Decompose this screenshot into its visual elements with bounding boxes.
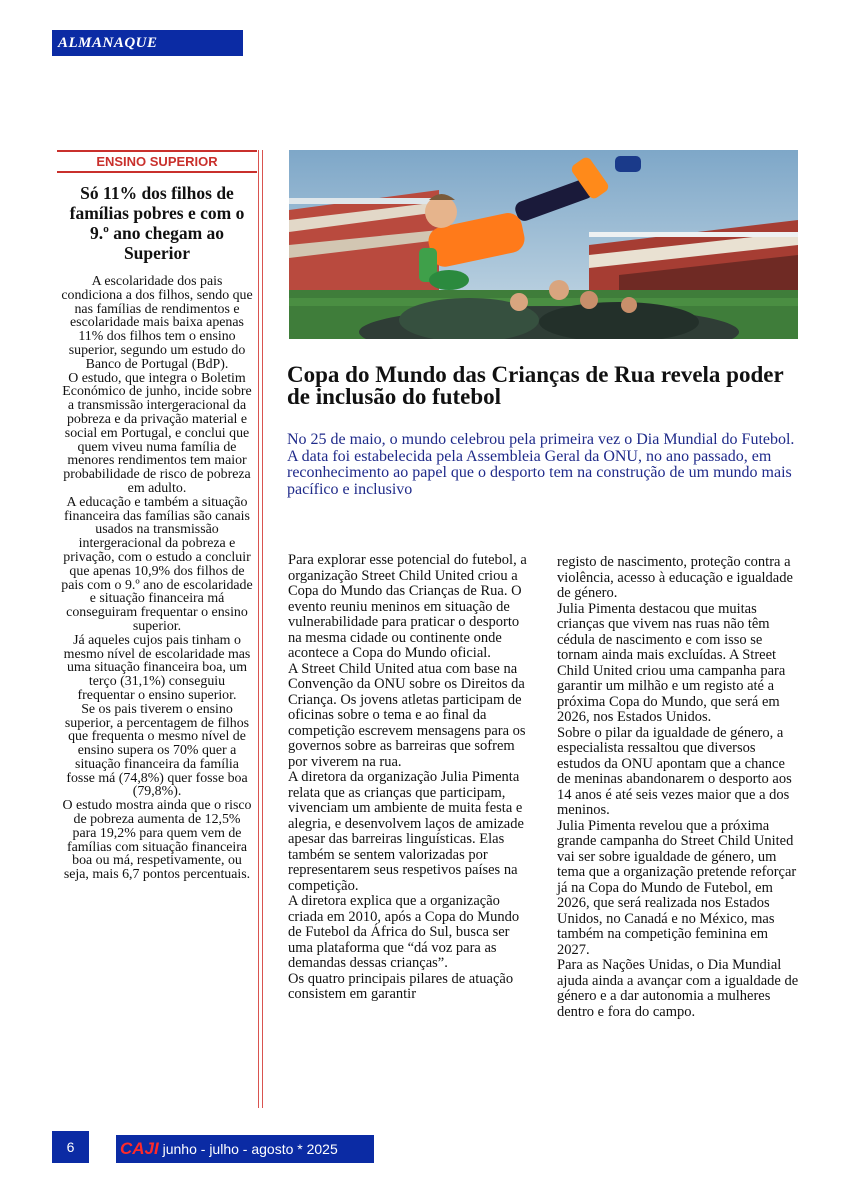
article-paragraph: Para as Nações Unidas, o Dia Mundial ajuda ainda a avançar com a igualdade de género e a dar autonomia a mulheres dentro e fora do campo.: [557, 957, 799, 1020]
page-number: 6: [52, 1131, 89, 1163]
footer-issue: junho - julho - agosto * 2025: [162, 1141, 338, 1157]
article-lead: No 25 de maio, o mundo celebrou pela primeira vez o Dia Mundial do Futebol. A data foi estabelecida pela Assembleia Geral da ONU, no ano passado, em reconhecimento ao papel que o desporto tem na construção de um mundo mais pacífico e inclusivo: [287, 431, 795, 498]
article-paragraph: Os quatro principais pilares de atuação consistem em garantir: [288, 970, 514, 1002]
article-paragraph: registo de nascimento, proteção contra a violência, acesso à educação e igualdade de género.: [557, 554, 793, 601]
article-paragraph: A diretora da organização Julia Pimenta relata que as crianças que participam, vivenciam um ambiente de muita festa e alegria, e desenvolvem laços de amizade apesar das barreiras linguísticas. Elas também se sentem valorizadas por representarem seus respetivos países na competição.: [288, 769, 524, 894]
sidebar-kicker: ENSINO SUPERIOR: [57, 150, 257, 173]
sidebar-body: [57, 275, 257, 882]
sidebar-paragraph: O estudo mostra ainda que o risco de pobreza aumenta de 12,5% para 19,2% para quem vem de famílias com situação financeira boa ou má, respetivamente, ou seja, mais 6,7 pontos percentuais.: [62, 798, 252, 883]
sidebar-paragraph: A educação e também a situação financeira das famílias são canais usados na transmissão intergeracional da pobreza e privação, com o estudo a concluir que apenas 10,9% dos filhos de pais com o 9.º ano de escolaridade e situação financeira má conseguiram frequentar o ensino superior.: [61, 494, 253, 634]
article-paragraph: Julia Pimenta destacou que muitas crianças que vivem nas ruas não têm cédula de nascimento e com isso se tornam ainda mais excluídas. A Street Child United criou uma campanha para garantir um milhão e um registo até a próxima Copa do Mundo, que será em 2026, nos Estados Unidos.: [557, 600, 786, 725]
sidebar-article: [57, 150, 257, 1108]
footer-issue-bar: [116, 1135, 374, 1163]
article-paragraph: Julia Pimenta revelou que a próxima grande campanha do Street Child United vai ser sobre igualdade de género, um tema que a organização pretende reforçar já na Copa do Mundo de Futebol, em 2026, que será realizada nos Estados Unidos, no Canadá e no México, mas também na competição feminina em 2027.: [557, 817, 797, 958]
article-photo: [289, 150, 798, 339]
article-column-1: [288, 553, 533, 1003]
sidebar-paragraph: A escolaridade dos pais condiciona a dos filhos, sendo que nas famílias de rendimentos e escolaridade mais baixa apenas 11% dos filhos tem o ensino superior, segundo um estudo do Banco de Portugal (BdP).: [61, 274, 253, 372]
article-paragraph: A diretora explica que a organização criada em 2010, após a Copa do Mundo de Futebol da África do Sul, busca ser uma plataforma que “dá voz para as demandas dessas crianças”.: [288, 893, 520, 971]
article-column-2: [557, 555, 802, 1020]
article-photo-illustration: [289, 150, 798, 339]
sidebar-paragraph: O estudo, que integra o Boletim Económico de junho, incide sobre a transmissão intergeracional da pobreza e da privação material e social em Portugal, e conclui que quem viveu numa família de menores rendimentos tem maior probabilidade de risco de pobreza em adulto.: [62, 370, 252, 496]
sidebar-paragraph: Já aqueles cujos pais tinham o mesmo nível de escolaridade mas uma situação financeira boa, um terço (31,1%) conseguiu frequentar o ensino superior.: [63, 632, 251, 703]
sidebar-title: Só 11% dos filhos de famílias pobres e com o 9.º ano chegam ao Superior: [69, 183, 245, 263]
article-paragraph: Para explorar esse potencial do futebol, a organização Street Child United criou a Copa do Mundo das Crianças de Rua. O evento reuniu meninos em situação de vulnerabilidade para praticar o desporto na mesma cidade ou continente onde acontece a Copa do Mundo oficial.: [288, 552, 527, 661]
footer-brand: CAJI: [120, 1139, 159, 1158]
section-header: ALMANAQUE: [52, 30, 243, 56]
article-paragraph: Sobre o pilar da igualdade de género, a especialista ressaltou que diversos estudos da ONU apontam que a chance de meninas abandonarem o desporto aos 14 anos é até seis vezes maior que a dos meninos.: [557, 724, 792, 818]
article-title: Copa do Mundo das Crianças de Rua revela poder de inclusão do futebol: [287, 362, 784, 409]
sidebar-paragraph: Se os pais tiverem o ensino superior, a percentagem de filhos que frequenta o mesmo nível de ensino supera os 70% quer a situação financeira da família fosse má (74,8%) quer fosse boa (79,8%).: [64, 701, 250, 800]
sidebar-divider: [258, 150, 263, 1108]
article-paragraph: A Street Child United atua com base na Convenção da ONU sobre os Direitos da Criança. Os jovens atletas participam de oficinas sobre o tema e ao final da competição escrevem mensagens para os governos sobre as barreiras que sofrem por viverem na rua.: [288, 660, 526, 770]
